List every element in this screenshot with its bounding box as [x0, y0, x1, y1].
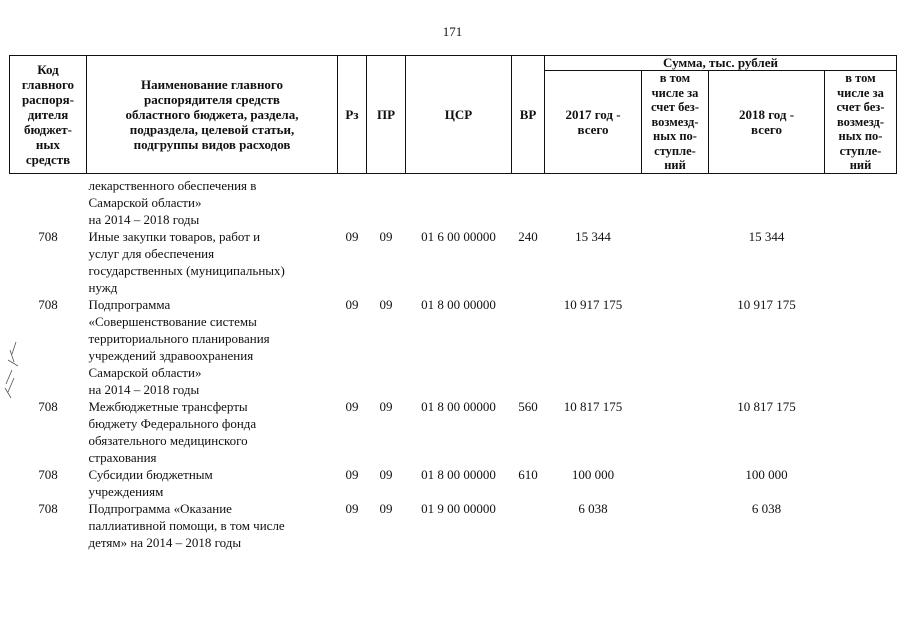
cell-pr: 09: [379, 296, 393, 312]
cell-sum-2017: 15 344: [575, 228, 611, 244]
cell-pr: 09: [379, 500, 393, 516]
header-line: в том: [659, 71, 691, 85]
cell-sum-2017: 100 000: [571, 466, 615, 482]
table-row: [10, 466, 897, 500]
header-total-2017: [545, 71, 642, 174]
name-line: лекарственного обеспечения в: [88, 177, 257, 193]
header-csr: ЦСР: [406, 56, 512, 174]
cell-sum-2017: 10 817 175: [563, 398, 623, 414]
table-body: [10, 173, 897, 551]
header-line: Наименование главного: [140, 76, 284, 92]
cell-csr: 01 6 00 00000: [421, 228, 496, 244]
header-incl-2018: [825, 71, 897, 174]
cell-free-2017: [642, 296, 709, 398]
cell-sum-2017: [545, 173, 642, 228]
header-line: возмезд-: [651, 114, 699, 129]
header-line: подгруппы видов расходов: [133, 136, 291, 152]
header-name: [87, 56, 338, 174]
name-line: страхования: [88, 449, 157, 465]
header-total-2017-text: [547, 107, 639, 137]
cell-name: [87, 173, 338, 228]
cell-rz: 09: [345, 466, 359, 482]
cell-sum-2018: 6 038: [751, 500, 782, 516]
name-line: Межбюджетные трансферты: [88, 398, 248, 414]
budget-table: [9, 55, 897, 551]
cell-name: [87, 500, 338, 551]
cell-free-2018: [825, 228, 897, 296]
cell-csr: [406, 173, 512, 228]
name-line: на 2014 – 2018 годы: [88, 211, 200, 227]
cell-code: 708: [38, 296, 58, 312]
cell-csr: 01 8 00 00000: [421, 398, 496, 414]
cell-free-2017: [642, 500, 709, 551]
header-line: 2018 год -: [738, 106, 795, 122]
name-line: услуг для обеспечения: [88, 245, 215, 261]
table-row: [10, 173, 897, 228]
name-line: Субсидии бюджетным: [88, 466, 213, 482]
cell-rz: 09: [345, 500, 359, 516]
cell-vr: [512, 173, 545, 228]
header-line: ступле-: [654, 143, 696, 158]
cell-sum-2018: [709, 173, 825, 228]
cell-sum-2018: 100 000: [745, 466, 788, 482]
header-line: 2017 год -: [565, 106, 621, 122]
name-line: на 2014 – 2018 годы: [88, 381, 200, 397]
header-name-text: [89, 77, 335, 152]
cell-code: 708: [38, 500, 58, 516]
header-code: [10, 56, 87, 174]
name-line: государственных (муниципальных): [88, 262, 285, 278]
cell-vr: [512, 296, 545, 398]
header-row-1: [10, 56, 897, 71]
header-line: ний: [849, 158, 872, 172]
header-code-text: [12, 62, 84, 167]
cell-rz: 09: [345, 398, 359, 414]
header-line: распорядителя средств: [144, 91, 280, 107]
name-line: бюджету Федерального фонда: [88, 415, 257, 431]
table-row: [10, 228, 897, 296]
name-line: Самарской области»: [88, 364, 202, 380]
cell-rz: [338, 173, 367, 228]
cell-code: 708: [38, 466, 58, 482]
header-line: счет без-: [836, 100, 885, 114]
cell-rz: 09: [345, 228, 359, 244]
header-incl-2018-text: [827, 71, 894, 173]
header-line: в том: [845, 71, 876, 85]
cell-free-2018: [825, 500, 897, 551]
cell-free-2018: [825, 398, 897, 466]
cell-free-2018: [825, 296, 897, 398]
header-incl-2017: [642, 71, 709, 174]
header-line: бюджет-: [23, 121, 72, 137]
name-line: Подпрограмма: [88, 296, 171, 312]
header-line: ных по-: [838, 129, 883, 143]
header-vr: ВР: [512, 56, 545, 174]
cell-free-2017: [642, 398, 709, 466]
cell-vr: 240: [518, 228, 538, 244]
header-line: областного бюджета, раздела,: [125, 106, 299, 122]
cell-name: [87, 296, 338, 398]
name-line: учреждений здравоохранения: [88, 347, 254, 363]
header-line: средств: [25, 151, 71, 167]
header-line: Код: [37, 61, 59, 77]
header-total-2018-text: [711, 107, 822, 137]
header-line: ных: [35, 136, 61, 152]
cell-sum-2017: 10 917 175: [563, 296, 623, 312]
header-line: распоря-: [21, 91, 75, 107]
cell-pr: 09: [379, 398, 393, 414]
cell-csr: 01 8 00 00000: [421, 466, 496, 482]
header-line: всего: [577, 121, 609, 137]
cell-csr: 01 8 00 00000: [421, 296, 496, 312]
page-number: 171: [442, 24, 463, 39]
cell-pr: [367, 173, 406, 228]
name-line: детям» на 2014 – 2018 годы: [88, 534, 242, 550]
name-line: Самарской области»: [88, 194, 202, 210]
cell-vr: 610: [518, 466, 538, 482]
name-line: «Совершенствование системы: [88, 313, 257, 329]
header-rz: Рз: [338, 56, 367, 174]
cell-name: [87, 466, 338, 500]
cell-sum-2018: 10 917 175: [737, 296, 796, 312]
cell-sum-2018: 10 817 175: [737, 398, 796, 414]
table-row: [10, 500, 897, 551]
name-line: Подпрограмма «Оказание: [88, 500, 232, 516]
cell-vr: 560: [518, 398, 538, 414]
name-line: учреждениям: [88, 483, 164, 499]
header-pr: ПР: [367, 56, 406, 174]
header-line: главного: [21, 76, 75, 92]
cell-name: [87, 228, 338, 296]
name-line: Иные закупки товаров, работ и: [88, 228, 261, 244]
header-line: подраздела, целевой статьи,: [129, 121, 295, 137]
cell-pr: 09: [379, 228, 393, 244]
header-line: всего: [751, 121, 782, 137]
cell-csr: 01 9 00 00000: [421, 500, 496, 516]
table-row: [10, 296, 897, 398]
cell-sum-2017: 6 038: [578, 500, 608, 516]
name-line: обязательного медицинского: [88, 432, 248, 448]
cell-code: 708: [38, 398, 58, 414]
header-line: ступле-: [839, 143, 882, 158]
cell-pr: 09: [379, 466, 393, 482]
header-line: числе за: [651, 85, 699, 100]
cell-code: [10, 173, 87, 228]
header-line: ных по-: [653, 129, 697, 143]
header-total-2018: [709, 71, 825, 174]
cell-free-2018: [825, 466, 897, 500]
name-line: паллиативной помощи, в том числе: [88, 517, 285, 533]
cell-code: 708: [38, 228, 58, 244]
name-line: территориального планирования: [88, 330, 270, 346]
name-line: нужд: [88, 279, 118, 295]
header-line: возмезд-: [836, 114, 885, 129]
cell-vr: [512, 500, 545, 551]
cell-free-2018: [825, 173, 897, 228]
cell-free-2017: [642, 173, 709, 228]
cell-name: [87, 398, 338, 466]
table-row: [10, 398, 897, 466]
cell-free-2017: [642, 466, 709, 500]
cell-rz: 09: [345, 296, 359, 312]
cell-free-2017: [642, 228, 709, 296]
header-line: числе за: [837, 85, 884, 100]
header-line: ний: [664, 158, 686, 172]
cell-sum-2018: 15 344: [748, 228, 785, 244]
header-line: счет без-: [651, 100, 699, 114]
header-line: дителя: [27, 106, 69, 122]
header-incl-2017-text: [644, 71, 706, 173]
header-sum: Сумма, тыс. рублей: [545, 56, 897, 71]
